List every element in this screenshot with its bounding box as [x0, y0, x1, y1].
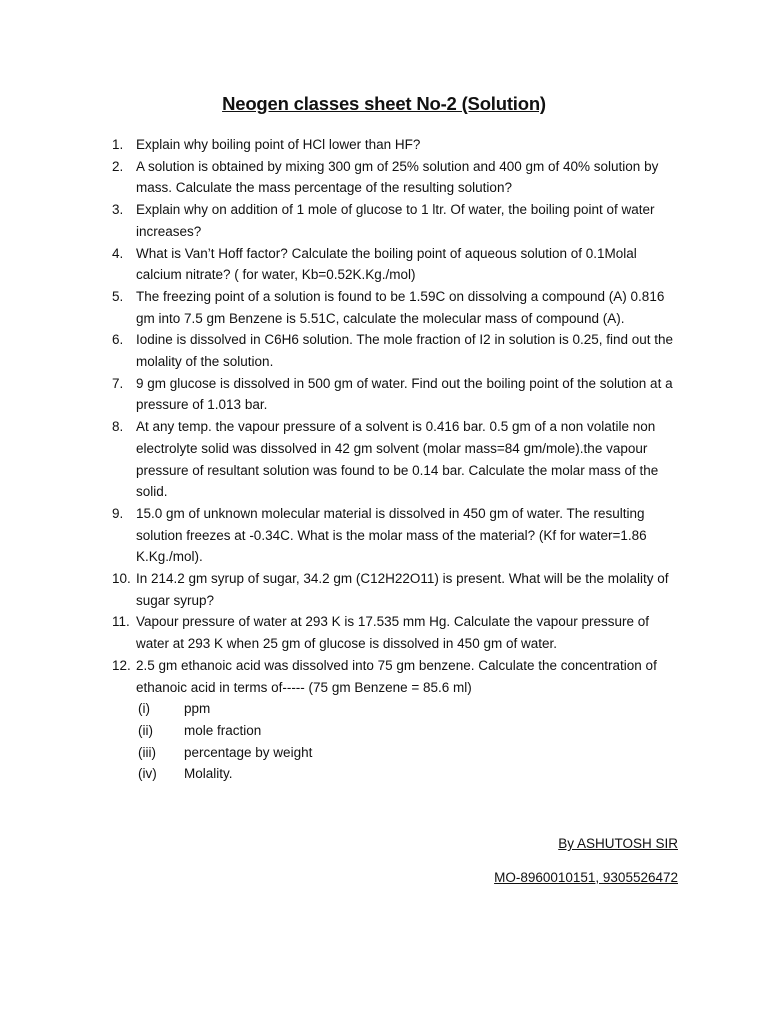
question-item	[0, 503, 768, 568]
sub-item-text: Molality.	[184, 766, 233, 782]
author-signature: By ASHUTOSH SIR	[558, 836, 678, 851]
sub-item-text: ppm	[184, 701, 211, 717]
question-item	[0, 416, 768, 503]
question-number: 1.	[112, 137, 124, 152]
question-number: 3.	[112, 202, 124, 218]
question-item	[0, 373, 768, 416]
question-item	[0, 655, 768, 785]
question-text: Explain why on addition of 1 mole of glucose to 1 ltr. Of water, the boiling point of water increases?	[136, 202, 655, 239]
question-number: 4.	[112, 245, 124, 261]
sub-item-number: (iii)	[138, 744, 156, 760]
question-item	[0, 611, 768, 654]
question-item	[0, 243, 768, 286]
question-text: 2.5 gm ethanoic acid was dissolved into 75 gm benzene. Calculate the concentration of ethanoic acid in terms of----- (75 gm Benzene = 85.6 ml)	[136, 657, 657, 695]
question-item	[0, 156, 768, 199]
question-text: Iodine is dissolved in C6H6 solution. The mole fraction of I2 in solution is 0.25, find out the molality of the solution.	[136, 332, 674, 370]
question-text: A solution is obtained by mixing 300 gm of 25% solution and 400 gm of 40% solution by mass. Calculate the mass percentage of the resulting solution?	[136, 158, 659, 196]
question-item	[0, 286, 768, 329]
question-item	[0, 199, 768, 242]
question-item	[0, 329, 768, 372]
question-text: What is Van’t Hoff factor? Calculate the boiling point of aqueous solution of 0.1Molal calcium nitrate? ( for water, Kb=0.52K.Kg./mol)	[136, 245, 637, 283]
question-item	[0, 568, 768, 611]
question-number: 7.	[112, 375, 124, 391]
sub-item-text: percentage by weight	[184, 744, 313, 760]
question-number: 6.	[112, 332, 124, 348]
question-number: 12.	[112, 657, 131, 673]
question-text: 9 gm glucose is dissolved in 500 gm of water. Find out the boiling point of the solution at a pressure of 1.013 bar.	[136, 375, 673, 413]
sub-item	[136, 698, 682, 720]
sub-item-text: mole fraction	[184, 722, 262, 738]
question-text: Vapour pressure of water at 293 K is 17.535 mm Hg. Calculate the vapour pressure of water at 293 K when 25 gm of glucose is dissolved in 450 gm of water.	[136, 614, 650, 652]
question-text: 15.0 gm of unknown molecular material is dissolved in 450 gm of water. The resulting solution freezes at -0.34C. What is the molar mass of the material? (Kf for water=1.86 K.Kg./mol).	[136, 505, 647, 565]
question-text: In 214.2 gm syrup of sugar, 34.2 gm (C12H22O11) is present. What will be the molality of sugar syrup?	[136, 571, 669, 608]
question-text: The freezing point of a solution is found to be 1.59C on dissolving a compound (A) 0.816 gm into 7.5 gm Benzene is 5.51C, calculate the molecular mass of compound (A).	[136, 288, 665, 326]
question-number: 9.	[112, 505, 124, 521]
sub-item	[136, 720, 682, 742]
sub-item	[136, 742, 682, 764]
contact-numbers: MO-8960010151, 9305526472	[494, 870, 678, 885]
question-number: 5.	[112, 288, 124, 304]
sub-item-number: (ii)	[138, 722, 153, 738]
question-number: 11.	[112, 614, 130, 630]
question-text: Explain why boiling point of HCl lower than HF?	[136, 137, 421, 152]
sub-item-list	[136, 698, 682, 785]
question-list	[0, 134, 768, 785]
question-number: 10.	[112, 571, 131, 587]
sub-item-number: (i)	[138, 701, 150, 717]
sub-item-number: (iv)	[138, 766, 157, 782]
sub-item	[136, 763, 682, 785]
page-title: Neogen classes sheet No-2 (Solution)	[222, 93, 546, 114]
question-text: At any temp. the vapour pressure of a solvent is 0.416 bar. 0.5 gm of a non volatile non electrolyte solid was dissolved in 42 gm solvent (molar mass=84 gm/mole).the vapour pressure of resultant solution was found to be 0.14 bar. Calculate the molar mass of the solid.	[136, 419, 659, 500]
question-number: 2.	[112, 158, 124, 174]
question-item	[0, 134, 768, 156]
question-number: 8.	[112, 419, 124, 435]
